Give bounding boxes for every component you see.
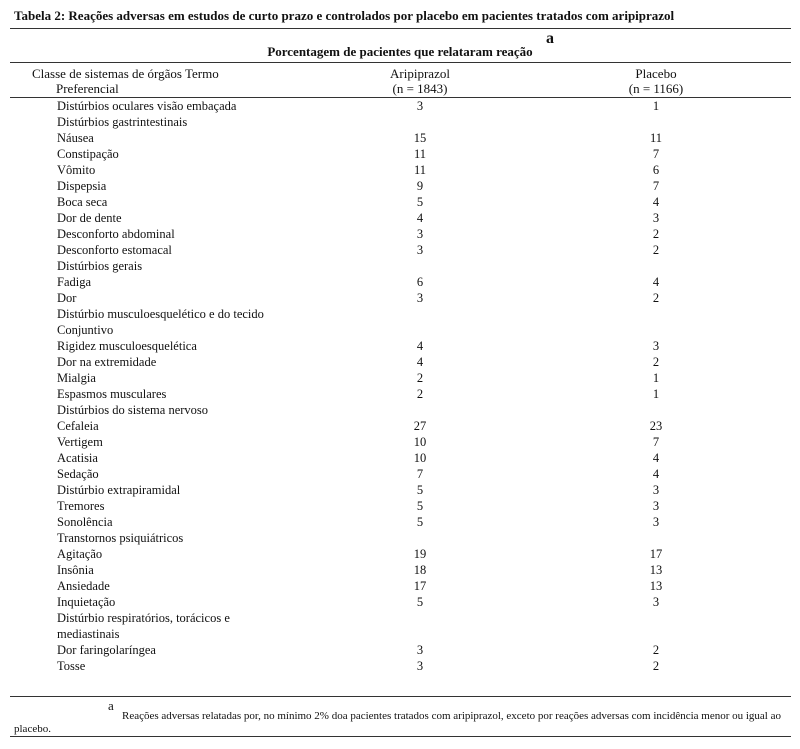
row-term: Distúrbios gerais [57, 259, 143, 273]
table-row [0, 370, 800, 386]
row-term: Rigidez musculoesquelética [57, 339, 197, 353]
row-term: Dor faringolaríngea [57, 643, 156, 657]
table-row [0, 130, 800, 146]
table-row [0, 418, 800, 434]
table-row [0, 210, 800, 226]
header-rule [10, 62, 791, 63]
row-aripiprazol-value: 17 [413, 579, 427, 593]
row-aripiprazol-value: 3 [416, 99, 424, 113]
row-term: Sonolência [57, 515, 113, 529]
row-term: Vertigem [57, 435, 103, 449]
table-row [0, 562, 800, 578]
table-row [0, 658, 800, 674]
table-row [0, 194, 800, 210]
table-row [0, 242, 800, 258]
table-row [0, 642, 800, 658]
row-aripiprazol-value: 4 [416, 211, 424, 225]
row-aripiprazol-value: 10 [413, 451, 427, 465]
row-term: Inquietação [57, 595, 116, 609]
table-row [0, 98, 800, 114]
row-term: Tosse [57, 659, 86, 673]
row-placebo-value: 13 [649, 563, 663, 577]
footnote-bottom-rule [10, 736, 791, 737]
row-term: Desconforto estomacal [57, 243, 172, 257]
row-placebo-value: 7 [652, 147, 660, 161]
row-term: Distúrbio extrapiramidal [57, 483, 181, 497]
table-row [0, 466, 800, 482]
table-row [0, 482, 800, 498]
row-aripiprazol-value: 5 [416, 483, 424, 497]
row-term: Distúrbio musculoesquelético e do tecido [57, 307, 264, 321]
table-row [0, 178, 800, 194]
row-placebo-value: 4 [652, 275, 660, 289]
row-term: Transtornos psiquiátricos [57, 531, 184, 545]
row-aripiprazol-value: 3 [416, 227, 424, 241]
table-row [0, 226, 800, 242]
row-aripiprazol-value: 2 [416, 371, 424, 385]
row-term: Espasmos musculares [57, 387, 167, 401]
row-term: Cefaleia [57, 419, 99, 433]
row-term: Mialgia [57, 371, 96, 385]
row-term: Conjuntivo [57, 323, 114, 337]
row-term: Vômito [57, 163, 96, 177]
row-placebo-value: 3 [652, 483, 660, 497]
row-term: Náusea [57, 131, 94, 145]
row-term: Tremores [57, 499, 105, 513]
row-placebo-value: 2 [652, 227, 660, 241]
row-placebo-value: 2 [652, 643, 660, 657]
row-placebo-value: 23 [649, 419, 663, 433]
row-placebo-value: 1 [652, 99, 660, 113]
row-term: Agitação [57, 547, 103, 561]
row-term: Distúrbios do sistema nervoso [57, 403, 209, 417]
footnote-text: Reações adversas relatadas por, no mínimo 2% doa pacientes tratados com aripiprazol, exceto por reações adversas com incidência menor ou igual ao placebo. [14, 710, 781, 735]
row-aripiprazol-value: 27 [413, 419, 427, 433]
row-term: Distúrbio respiratórios, torácicos e [57, 611, 230, 625]
row-term: Acatisia [57, 451, 98, 465]
row-aripiprazol-value: 5 [416, 499, 424, 513]
row-aripiprazol-value: 3 [416, 291, 424, 305]
row-placebo-value: 2 [652, 659, 660, 673]
column-header-placebo [606, 66, 706, 96]
row-term: Dor de dente [57, 211, 122, 225]
table-subheading: Porcentagem de pacientes que relataram reação [267, 44, 533, 59]
row-placebo-value: 2 [652, 243, 660, 257]
row-aripiprazol-value: 10 [413, 435, 427, 449]
row-term: Desconforto abdominal [57, 227, 175, 241]
row-placebo-value: 3 [652, 211, 660, 225]
subheading-footnote-marker: a [546, 30, 554, 47]
row-placebo-value: 3 [652, 339, 660, 353]
table-row [0, 386, 800, 402]
table-row [0, 162, 800, 178]
footnote-top-rule [10, 696, 791, 697]
row-aripiprazol-value: 4 [416, 339, 424, 353]
table-row [0, 290, 800, 306]
row-placebo-value: 3 [652, 499, 660, 513]
row-aripiprazol-value: 2 [416, 387, 424, 401]
table-row [0, 530, 800, 546]
column-header-placebo-n: (n = 1166) [628, 81, 684, 96]
top-rule [10, 28, 791, 29]
row-aripiprazol-value: 19 [413, 547, 427, 561]
table-row [0, 434, 800, 450]
row-aripiprazol-value: 11 [413, 163, 427, 177]
row-aripiprazol-value: 18 [413, 563, 427, 577]
row-term: Dor [57, 291, 77, 305]
row-aripiprazol-value: 3 [416, 659, 424, 673]
row-term: Dor na extremidade [57, 355, 157, 369]
row-term: Distúrbios gastrintestinais [57, 115, 188, 129]
table-row [0, 514, 800, 530]
row-aripiprazol-value: 5 [416, 515, 424, 529]
table-row [0, 258, 800, 274]
row-placebo-value: 17 [649, 547, 663, 561]
column-header-aripiprazol-name: Aripiprazol [390, 66, 450, 81]
table-row [0, 546, 800, 562]
row-placebo-value: 11 [649, 131, 663, 145]
table-row [0, 322, 800, 338]
table-row [0, 274, 800, 290]
row-aripiprazol-value: 4 [416, 355, 424, 369]
table-body [0, 98, 800, 674]
table-row [0, 338, 800, 354]
row-term: Insônia [57, 563, 94, 577]
table-row [0, 610, 800, 626]
table-row [0, 594, 800, 610]
row-term: Constipação [57, 147, 119, 161]
row-placebo-value: 4 [652, 451, 660, 465]
column-header-aripiprazol-n: (n = 1843) [392, 81, 448, 96]
row-placebo-value: 4 [652, 195, 660, 209]
row-placebo-value: 3 [652, 515, 660, 529]
row-placebo-value: 2 [652, 355, 660, 369]
column-header-aripiprazol [370, 66, 470, 96]
table-row [0, 402, 800, 418]
row-term: Ansiedade [57, 579, 110, 593]
table-row [0, 354, 800, 370]
row-aripiprazol-value: 9 [416, 179, 424, 193]
table-row [0, 578, 800, 594]
row-term: Distúrbios oculares visão embaçada [57, 99, 237, 113]
row-placebo-value: 1 [652, 371, 660, 385]
table-row [0, 146, 800, 162]
table-row [0, 114, 800, 130]
table-row [0, 306, 800, 322]
row-term: Boca seca [57, 195, 108, 209]
row-placebo-value: 7 [652, 435, 660, 449]
row-placebo-value: 6 [652, 163, 660, 177]
column-header-placebo-name: Placebo [635, 66, 677, 81]
column-header-term-line1: Classe de sistemas de órgãos Termo [32, 66, 219, 81]
table-title: Tabela 2: Reações adversas em estudos de curto prazo e controlados por placebo em pacientes tratados com aripiprazol [14, 8, 675, 23]
table-row [0, 626, 800, 642]
row-placebo-value: 2 [652, 291, 660, 305]
row-aripiprazol-value: 3 [416, 243, 424, 257]
row-placebo-value: 4 [652, 467, 660, 481]
row-aripiprazol-value: 6 [416, 275, 424, 289]
row-placebo-value: 13 [649, 579, 663, 593]
row-placebo-value: 1 [652, 387, 660, 401]
row-term: mediastinais [57, 627, 120, 641]
row-aripiprazol-value: 15 [413, 131, 427, 145]
row-placebo-value: 3 [652, 595, 660, 609]
row-aripiprazol-value: 3 [416, 643, 424, 657]
row-placebo-value: 7 [652, 179, 660, 193]
table-row [0, 498, 800, 514]
row-aripiprazol-value: 5 [416, 595, 424, 609]
column-header-term-line2: Preferencial [56, 81, 119, 96]
row-aripiprazol-value: 7 [416, 467, 424, 481]
row-term: Dispepsia [57, 179, 107, 193]
row-term: Fadiga [57, 275, 92, 289]
row-aripiprazol-value: 5 [416, 195, 424, 209]
footnote-marker: a [108, 698, 114, 713]
column-header-term [32, 66, 219, 96]
row-aripiprazol-value: 11 [413, 147, 427, 161]
table-row [0, 450, 800, 466]
row-term: Sedação [57, 467, 99, 481]
